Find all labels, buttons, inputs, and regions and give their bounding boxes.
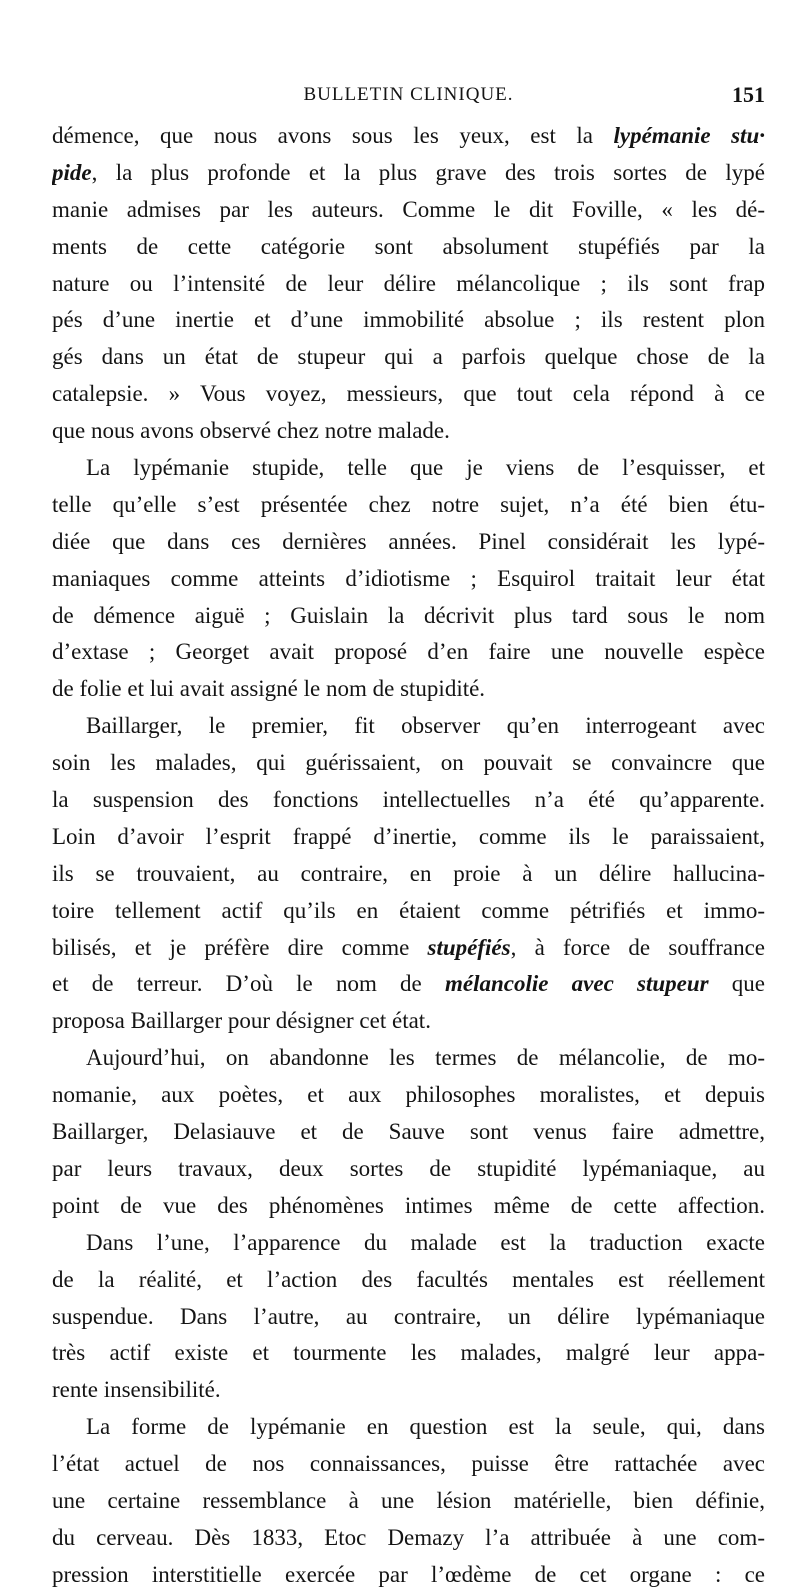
text-line [52,302,765,339]
text-line [52,524,765,561]
text-line [52,487,765,524]
text-line [52,782,765,819]
text-line [52,1557,765,1594]
text-segment: nomanie, aux poètes, et aux philosophes moralistes, et depuis [52,1082,765,1108]
text-segment: de démence aiguë ; Guislain la décrivit plus tard sous le nom [52,602,765,628]
text-line [52,1151,765,1188]
text-line [52,229,765,266]
text-segment: bilisés, et je préfère dire comme [52,934,428,960]
text-line [52,893,765,930]
text-line [52,634,765,671]
text-line [52,1225,765,1262]
emphasized-text: lypémanie stu· [613,123,765,148]
text-line [52,708,765,745]
text-line [52,192,765,229]
text-line [52,266,765,303]
text-segment: de la réalité, et l’action des facultés mentales est réellement [52,1266,765,1292]
text-segment: rente insensibilité. [52,1377,221,1403]
text-segment: diée que dans ces dernières années. Pinel considérait les lypé- [52,528,765,554]
text-line [52,1483,765,1520]
text-segment: suspendue. Dans l’autre, au contraire, un délire lypémaniaque [52,1303,765,1329]
text-line [52,966,765,1003]
text-segment: que [708,971,765,997]
text-segment: catalepsie. » Vous voyez, messieurs, que tout cela répond à ce [52,381,765,407]
text-segment: manie admises par les auteurs. Comme le dit Foville, « les dé- [52,196,765,222]
text-segment: Baillarger, le premier, fit observer qu’en interrogeant avec [86,713,765,739]
text-segment: Aujourd’hui, on abandonne les termes de mélancolie, de mo- [86,1045,765,1071]
text-segment: pression interstitielle exercée par l’œdème de cet organe : ce [52,1561,765,1587]
text-segment: Dans l’une, l’apparence du malade est la traduction exacte [86,1229,765,1255]
text-segment: pés d’une inertie et d’une immobilité absolue ; ils restent plon [52,307,765,333]
text-line [52,1262,765,1299]
text-segment: une certaine ressemblance à une lésion matérielle, bien définie, [52,1487,765,1513]
text-line [52,819,765,856]
text-line [52,1372,765,1409]
text-segment: d’extase ; Georget avait proposé d’en faire une nouvelle espèce [52,639,765,665]
text-line [52,856,765,893]
text-segment: La forme de lypémanie en question est la seule, qui, dans [86,1414,765,1440]
text-line [52,1520,765,1557]
text-segment: , la plus profonde et la plus grave des trois sortes de lypé [91,159,765,185]
text-line [52,339,765,376]
emphasized-text: stupéfiés [427,934,511,960]
text-segment: ils se trouvaient, au contraire, en proie à un délire hallucina- [52,860,765,886]
text-line [52,413,765,450]
text-line [52,930,765,967]
text-segment: l’état actuel de nos connaissances, puisse être rattachée avec [52,1451,765,1477]
text-segment: du cerveau. Dès 1833, Etoc Demazy l’a attribuée à une com- [52,1524,765,1550]
text-line [52,671,765,708]
text-segment: , à force de souffrance [510,934,765,960]
text-segment: proposa Baillarger pour désigner cet état. [52,1008,431,1034]
text-segment: telle qu’elle s’est présentée chez notre sujet, n’a été bien étu- [52,491,765,517]
text-line [52,745,765,782]
text-line [52,1040,765,1077]
text-segment: démence, que nous avons sous les yeux, est la [52,123,614,148]
text-line [52,450,765,487]
running-header [52,80,765,110]
text-segment: Loin d’avoir l’esprit frappé d’inertie, comme ils le paraissaient, [52,823,765,849]
text-line [52,561,765,598]
text-line [52,1299,765,1336]
text-segment: nature ou l’intensité de leur délire mélancolique ; ils sont frap [52,270,765,296]
text-line [52,155,765,192]
text-segment: toire tellement actif qu’ils en étaient comme pétrifiés et immo- [52,897,765,923]
text-segment: gés dans un état de stupeur qui a parfois quelque chose de la [52,344,765,370]
text-segment: ments de cette catégorie sont absolument stupéfiés par la [52,233,765,259]
text-segment: que nous avons observé chez notre malade. [52,418,450,444]
text-line [52,598,765,635]
emphasized-text: pide [52,159,92,185]
text-segment: point de vue des phénomènes intimes même de cette affection. [52,1192,765,1218]
page-number: 151 [732,82,765,107]
text-segment: La lypémanie stupide, telle que je viens de l’esquisser, et [86,455,765,481]
text-segment: par leurs travaux, deux sortes de stupidité lypémaniaque, au [52,1155,765,1181]
text-line [52,1335,765,1372]
text-segment: maniaques comme atteints d’idiotisme ; Esquirol traitait leur état [52,565,765,591]
emphasized-text: mélancolie avec stupeur [444,971,709,997]
body-text [52,118,765,1594]
text-segment: la suspension des fonctions intellectuelles n’a été qu’apparente. [52,787,765,813]
text-line [52,1446,765,1483]
text-segment: très actif existe et tourmente les malades, malgré leur appa- [52,1340,765,1366]
text-line [52,376,765,413]
header-title: BULLETIN CLINIQUE. [303,84,514,105]
text-line [52,1003,765,1040]
text-segment: Baillarger, Delasiauve et de Sauve sont venus faire admettre, [52,1119,765,1145]
text-segment: soin les malades, qui guérissaient, on pouvait se convaincre que [52,750,765,776]
text-segment: de folie et lui avait assigné le nom de stupidité. [52,676,486,702]
text-line [52,1188,765,1225]
text-line [52,1077,765,1114]
text-line [52,1114,765,1151]
text-line [52,1409,765,1446]
text-line [52,118,765,155]
text-segment: et de terreur. D’où le nom de [52,971,445,997]
